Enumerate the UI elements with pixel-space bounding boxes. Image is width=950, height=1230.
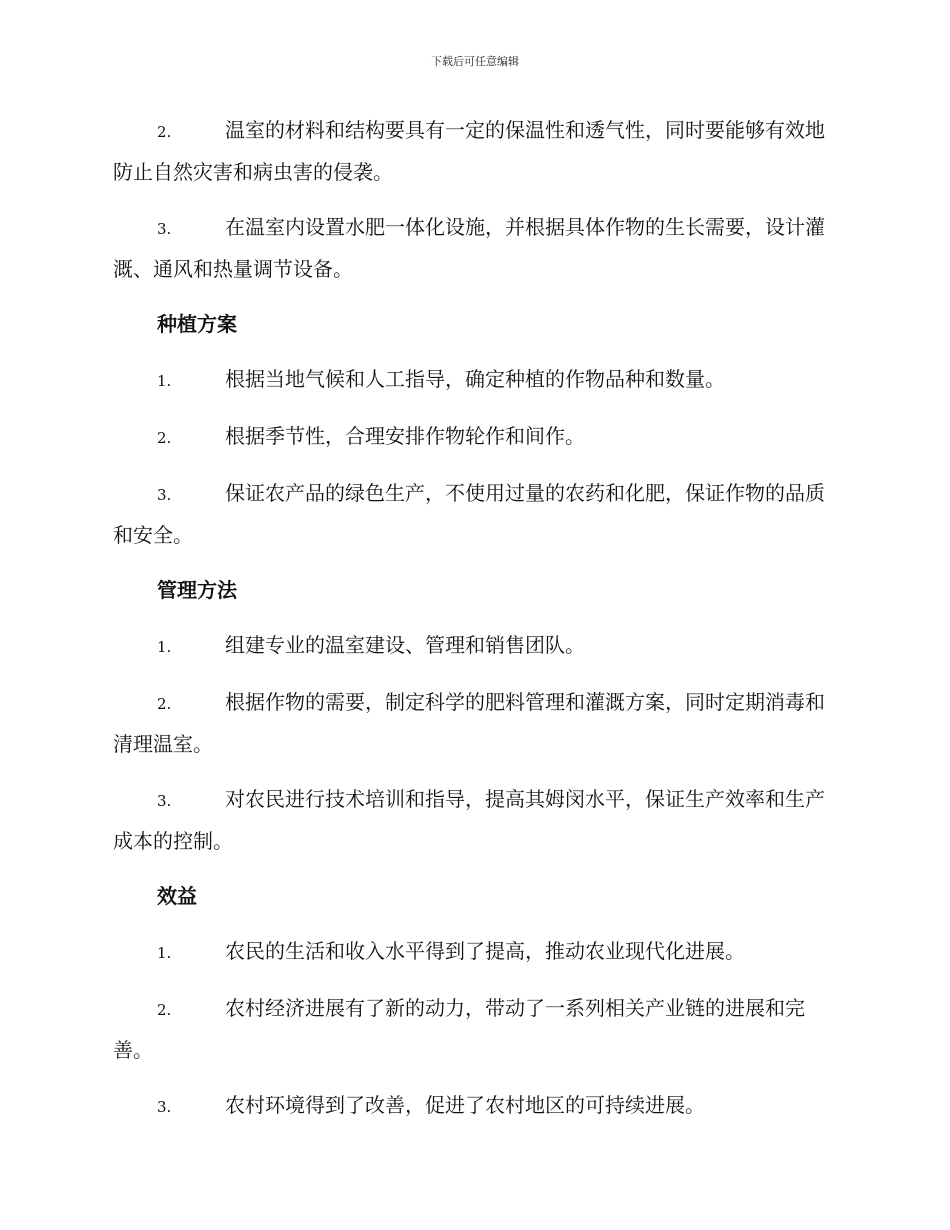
list-item	[113, 207, 833, 289]
document-body	[113, 110, 833, 1142]
list-item	[113, 988, 833, 1070]
item-number: 1.	[157, 638, 172, 656]
item-number: 1.	[157, 944, 172, 962]
section-heading-benefits: 效益	[157, 884, 197, 908]
list-item	[113, 625, 833, 667]
list-item	[113, 473, 833, 555]
item-number: 3.	[157, 486, 172, 504]
item-text: 农村环境得到了改善，促进了农村地区的可持续进展。	[225, 1093, 705, 1117]
list-item	[113, 931, 833, 973]
item-number: 2.	[157, 1001, 172, 1019]
item-number: 1.	[157, 372, 172, 390]
section-heading-management: 管理方法	[157, 578, 237, 602]
item-number: 3.	[157, 220, 172, 238]
item-text: 根据季节性，合理安排作物轮作和间作。	[225, 424, 585, 448]
item-text: 根据作物的需要，制定科学的肥料管理和灌溉方案，同时定期消毒和清理温室。	[113, 690, 825, 756]
item-text: 对农民进行技术培训和指导，提高其姆闵水平，保证生产效率和生产成本的控制。	[113, 787, 825, 853]
item-number: 2.	[157, 123, 172, 141]
item-number: 2.	[157, 695, 172, 713]
item-text: 在温室内设置水肥一体化设施，并根据具体作物的生长需要，设计灌溉、通风和热量调节设备。	[113, 215, 825, 281]
list-item	[113, 359, 833, 401]
item-text: 组建专业的温室建设、管理和销售团队。	[225, 633, 585, 657]
list-item	[113, 682, 833, 764]
item-number: 3.	[157, 1098, 172, 1116]
item-text: 农民的生活和收入水平得到了提高，推动农业现代化进展。	[225, 939, 745, 963]
item-text: 根据当地气候和人工指导，确定种植的作物品种和数量。	[225, 367, 725, 391]
item-number: 3.	[157, 792, 172, 810]
page-header: 下载后可任意编辑	[431, 55, 519, 68]
item-text: 保证农产品的绿色生产，不使用过量的农药和化肥，保证作物的品质和安全。	[113, 481, 825, 547]
section-heading-planting: 种植方案	[157, 312, 237, 336]
item-text: 农村经济进展有了新的动力，带动了一系列相关产业链的进展和完善。	[113, 996, 805, 1062]
list-item	[113, 779, 833, 861]
list-item	[113, 1085, 833, 1127]
list-item	[113, 416, 833, 458]
item-number: 2.	[157, 429, 172, 447]
list-item	[113, 110, 833, 192]
item-text: 温室的材料和结构要具有一定的保温性和透气性，同时要能够有效地防止自然灾害和病虫害的侵袭。	[113, 118, 825, 184]
